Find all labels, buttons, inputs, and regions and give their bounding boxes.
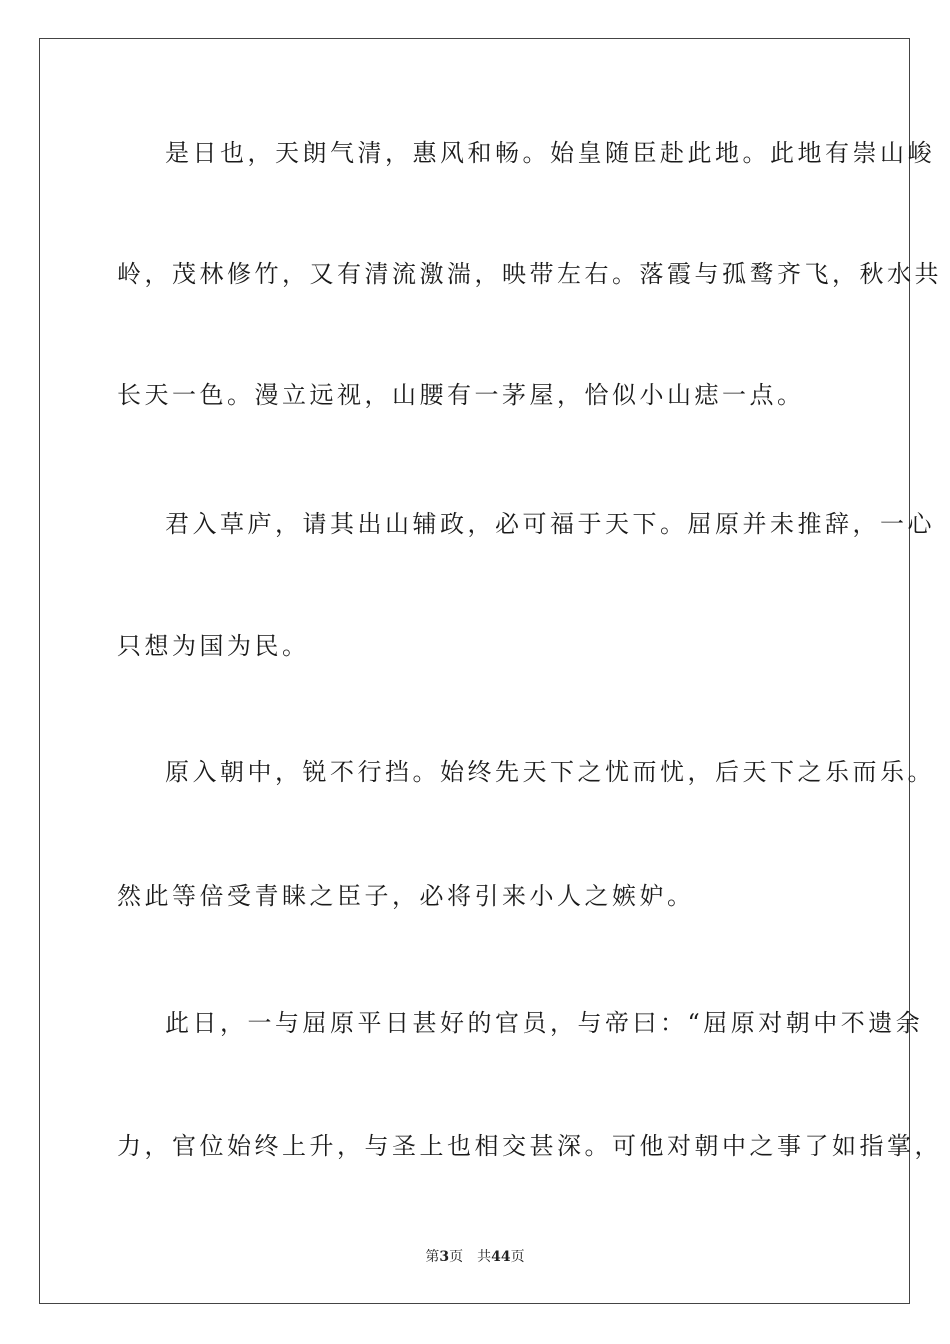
paragraph-1-line-2: 岭，茂林修竹，又有清流激湍，映带左右。落霞与孤鹜齐飞，秋水共 — [117, 260, 942, 288]
page-number: 3 — [439, 1249, 450, 1265]
total-pages: 44 — [491, 1249, 511, 1265]
page-prefix: 第 — [425, 1249, 440, 1265]
paragraph-4-line-1: 此日，一与屈原平日甚好的官员，与帝曰：“屈原对朝中不遗余 — [165, 1009, 924, 1037]
page-suffix: 页 — [449, 1249, 464, 1265]
paragraph-3-line-1: 原入朝中，锐不行挡。始终先天下之忧而忧，后天下之乐而乐。 — [165, 758, 935, 786]
paragraph-3-line-2: 然此等倍受青睐之臣子，必将引来小人之嫉妒。 — [117, 882, 695, 910]
paragraph-2-line-1: 君入草庐，请其出山辅政，必可福于天下。屈原并未推辞，一心 — [165, 510, 935, 538]
page-footer — [0, 1248, 950, 1266]
total-prefix: 共 — [477, 1249, 492, 1265]
page-border — [39, 38, 942, 1304]
paragraph-2-line-2: 只想为国为民。 — [117, 632, 310, 660]
paragraph-4-line-2: 力，官位始终上升，与圣上也相交甚深。可他对朝中之事了如指掌， — [117, 1132, 942, 1160]
paragraph-1-line-1: 是日也，天朗气清，惠风和畅。始皇随臣赴此地。此地有崇山峻 — [165, 139, 935, 167]
paragraph-1-line-3: 长天一色。漫立远视，山腰有一茅屋，恰似小山痣一点。 — [117, 381, 805, 409]
total-suffix: 页 — [510, 1249, 525, 1265]
